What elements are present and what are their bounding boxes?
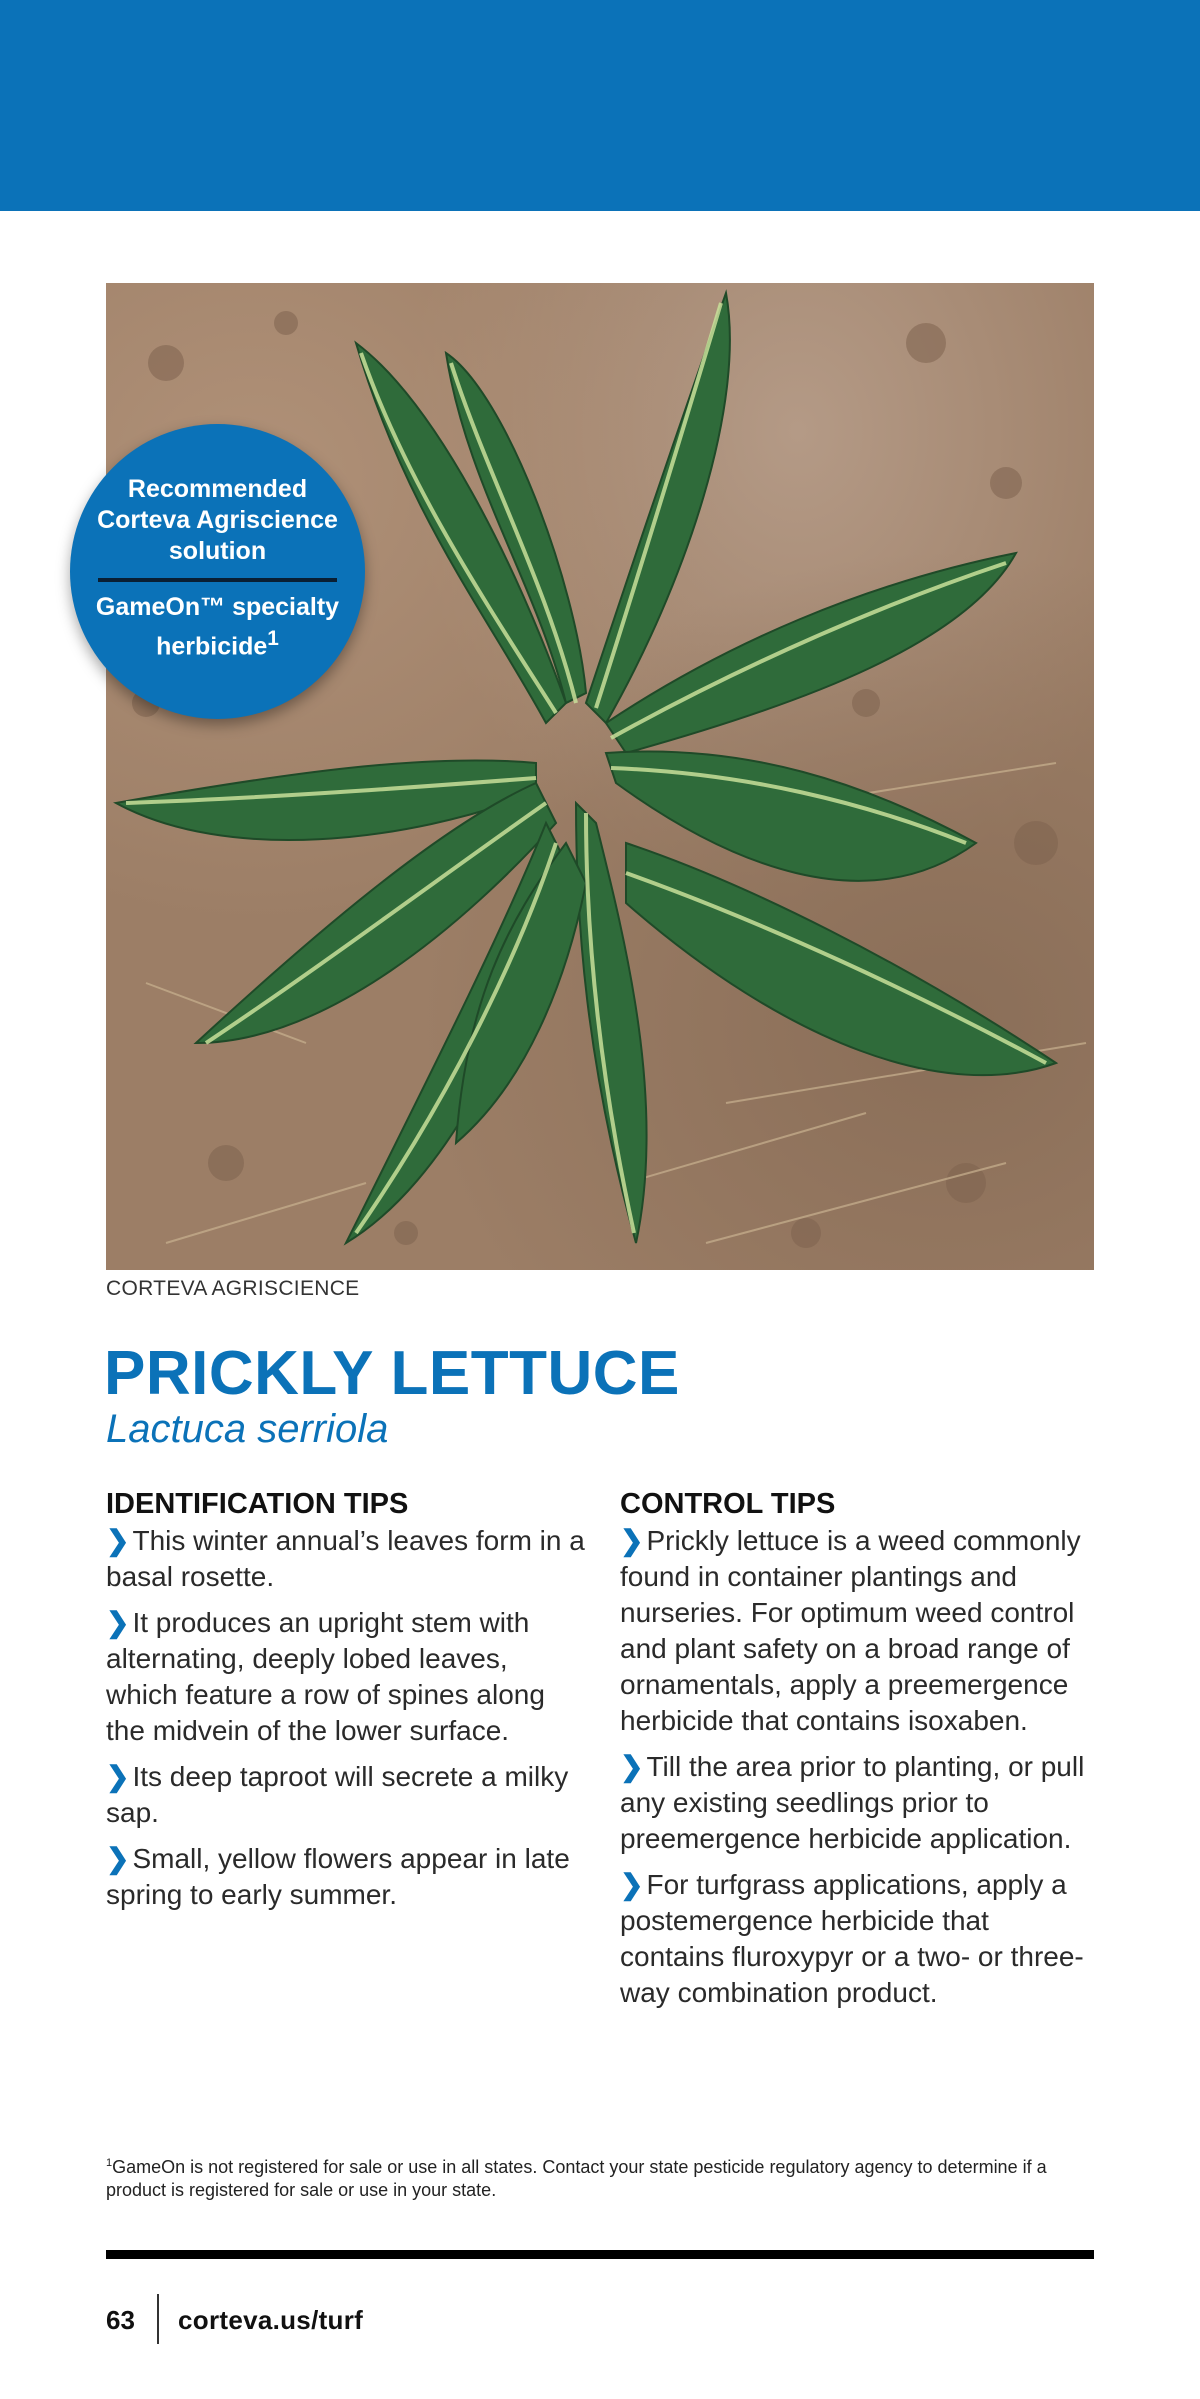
control-tips-section — [620, 1488, 1100, 2021]
identification-tip: ❯ It produces an upright stem with alternating, deeply lobed leaves, which feature a row of spines along the midvein of the lower surface. — [106, 1607, 545, 1746]
header-band — [0, 0, 1200, 211]
recommended-solution-badge — [70, 424, 365, 719]
footer-url: corteva.us/turf — [178, 2305, 364, 2335]
control-tip: ❯ Prickly lettuce is a weed commonly found in container plantings and nurseries. For optimum weed control and plant safety on a broad range of ornamentals, apply a preemergence herbicide that contains isoxaben. — [620, 1525, 1081, 1736]
chevron-right-icon: ❯ — [106, 1843, 130, 1874]
badge-recommended-text: Recommended Corteva Agriscience solution — [97, 475, 338, 565]
identification-tips-section — [106, 1488, 586, 1923]
control-heading: CONTROL TIPS — [620, 1488, 836, 1520]
page-number: 63 — [106, 2305, 135, 2335]
footer-rule — [106, 2250, 1094, 2259]
badge-product-text — [90, 592, 345, 662]
control-tip: ❯ For turfgrass applications, apply a postemergence herbicide that contains fluroxypyr or a two- or three-way combination product. — [620, 1869, 1084, 2008]
photo-credit: CORTEVA AGRISCIENCE — [106, 1277, 360, 1300]
chevron-right-icon: ❯ — [620, 1751, 644, 1782]
chevron-right-icon: ❯ — [106, 1761, 130, 1792]
badge-footnote-marker: 1 — [267, 627, 279, 650]
control-tip: ❯ Till the area prior to planting, or pull any existing seedlings prior to preemergence herbicide application. — [620, 1751, 1085, 1854]
footnote — [106, 2152, 1106, 2202]
badge-divider — [98, 578, 337, 582]
identification-tip: ❯ Its deep taproot will secrete a milky sap. — [106, 1761, 569, 1828]
identification-tip: ❯ This winter annual’s leaves form in a basal rosette. — [106, 1525, 585, 1592]
identification-tip: ❯ Small, yellow flowers appear in late spring to early summer. — [106, 1843, 570, 1910]
chevron-right-icon: ❯ — [106, 1607, 130, 1638]
chevron-right-icon: ❯ — [620, 1525, 644, 1556]
footer-divider — [157, 2294, 159, 2344]
chevron-right-icon: ❯ — [620, 1869, 644, 1900]
identification-heading: IDENTIFICATION TIPS — [106, 1488, 409, 1520]
chevron-right-icon: ❯ — [106, 1525, 130, 1556]
page-title: PRICKLY LETTUCE — [104, 1339, 680, 1408]
footnote-marker: 1 — [106, 2157, 113, 2169]
footnote-text: GameOn is not registered for sale or use in all states. Contact your state pesticide regulatory agency to determine if a product is registered for sale or use in your state. — [106, 2157, 1047, 2200]
scientific-name: Lactuca serriola — [106, 1407, 389, 1451]
badge-product-name: GameOn™ specialty herbicide — [95, 593, 340, 661]
